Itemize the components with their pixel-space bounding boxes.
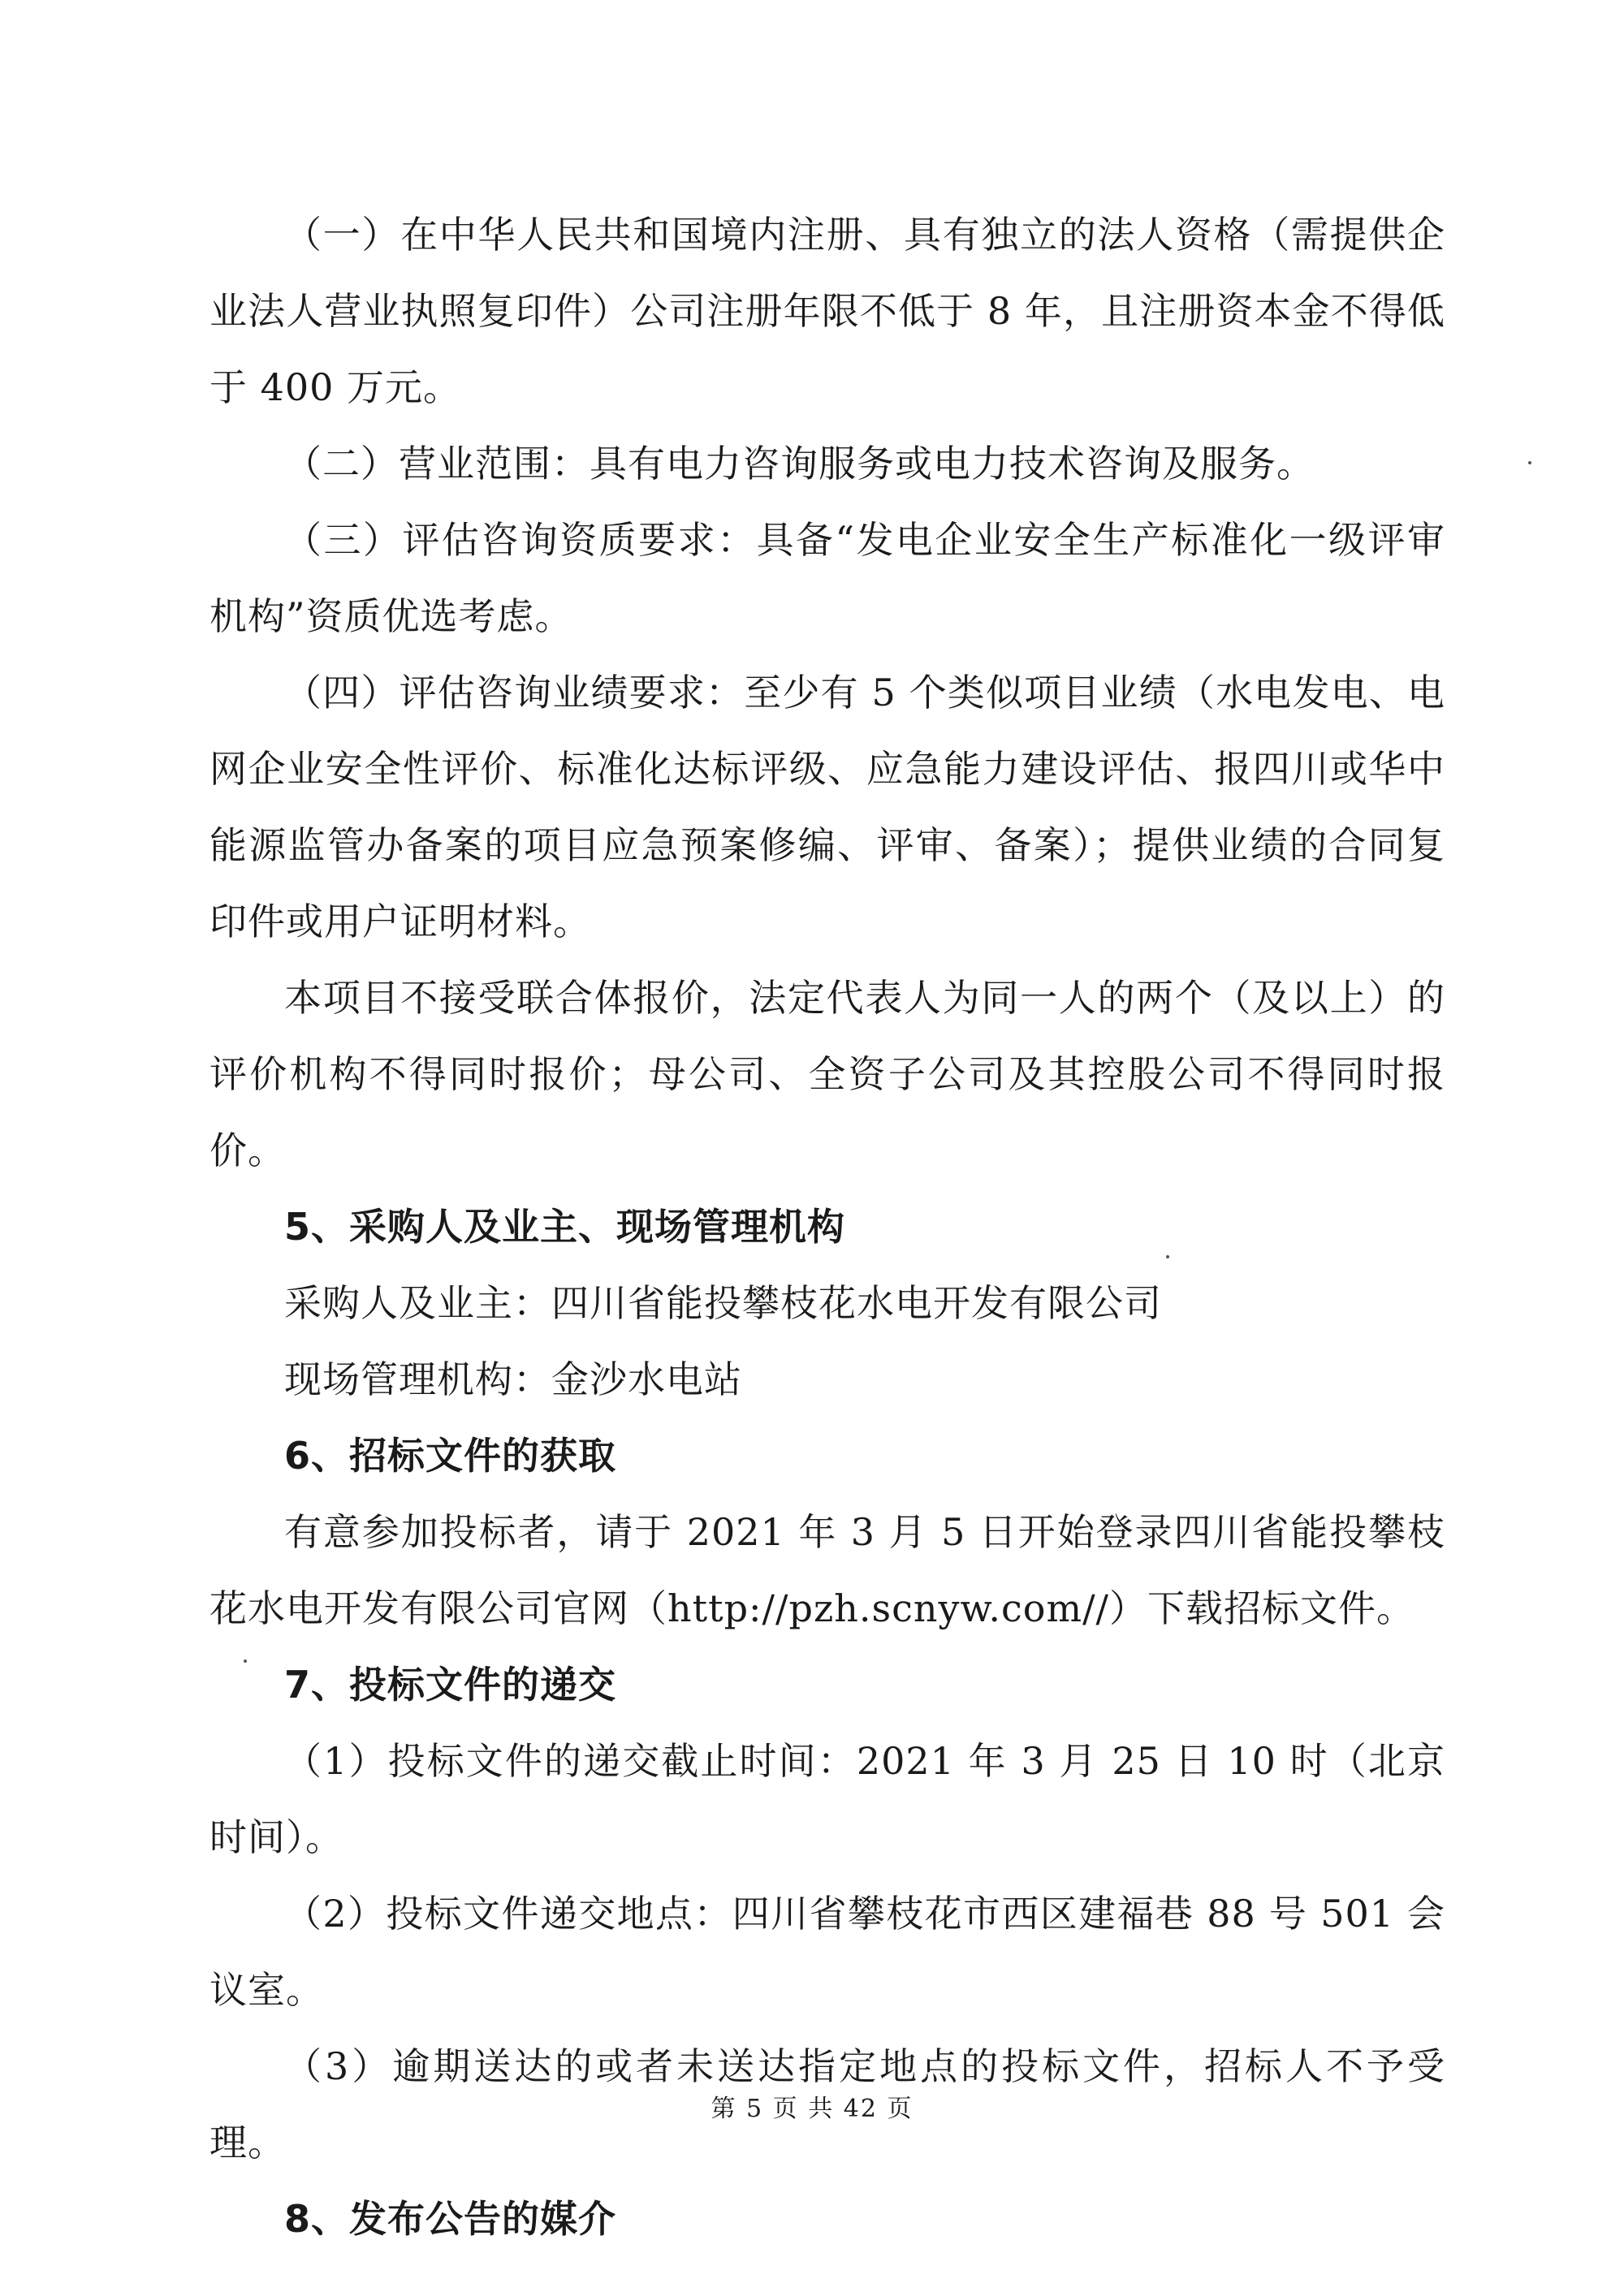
deadline-item: （1）投标文件的递交截止时间：2021 年 3 月 25 日 10 时（北京时间）。 bbox=[209, 1739, 1445, 1859]
consortium-note: 本项目不接受联合体报价，法定代表人为同一人的两个（及以上）的评价机构不得同时报价；母公司、全资子公司及其控股公司不得同时报价。 bbox=[209, 976, 1445, 1172]
scan-speck bbox=[1528, 461, 1531, 464]
qualification-2: （二）营业范围：具有电力咨询服务或电力技术咨询及服务。 bbox=[284, 442, 1315, 486]
late-submission-item: （3）逾期送达的或者未送达指定地点的投标文件，招标人不予受理。 bbox=[209, 2044, 1445, 2164]
qualification-4: （四）评估咨询业绩要求：至少有 5 个类似项目业绩（水电发电、电网企业安全性评价、标准化达标评级、应急能力建设评估、报四川或华中能源监管办备案的项目应急预案修编、评审、备案）；提供业绩的合同复印件或用户证明材料。 bbox=[209, 671, 1445, 943]
location-item: （2）投标文件递交地点：四川省攀枝花市西区建福巷 88 号 501 会议室。 bbox=[209, 1892, 1445, 2012]
purchaser-line: 采购人及业主：四川省能投攀枝花水电开发有限公司 bbox=[284, 1281, 1162, 1325]
document-body bbox=[209, 196, 1445, 2257]
scan-speck bbox=[1166, 1255, 1169, 1258]
qualification-3: （三）评估咨询资质要求：具备“发电企业安全生产标准化一级评审机构”资质优选考虑。 bbox=[209, 518, 1445, 638]
section-7-heading: 7、投标文件的递交 bbox=[284, 1663, 617, 1707]
qualification-1: （一）在中华人民共和国境内注册、具有独立的法人资格（需提供企业法人营业执照复印件）公司注册年限不低于 8 年，且注册资本金不得低于 400 万元。 bbox=[209, 213, 1445, 409]
site-management-line: 现场管理机构：金沙水电站 bbox=[284, 1357, 742, 1401]
section-6-heading: 6、招标文件的获取 bbox=[284, 1434, 617, 1478]
section-8-heading: 8、发布公告的媒介 bbox=[284, 2197, 617, 2241]
section-5-heading: 5、采购人及业主、现场管理机构 bbox=[284, 1205, 846, 1249]
page-number-footer: 第 5 页 共 42 页 bbox=[710, 2095, 914, 2123]
scan-speck bbox=[244, 1659, 247, 1663]
document-access-text: 有意参加投标者，请于 2021 年 3 月 5 日开始登录四川省能投攀枝花水电开发有限公司官网（http://pzh.scnyw.com//）下载招标文件。 bbox=[209, 1510, 1445, 1630]
